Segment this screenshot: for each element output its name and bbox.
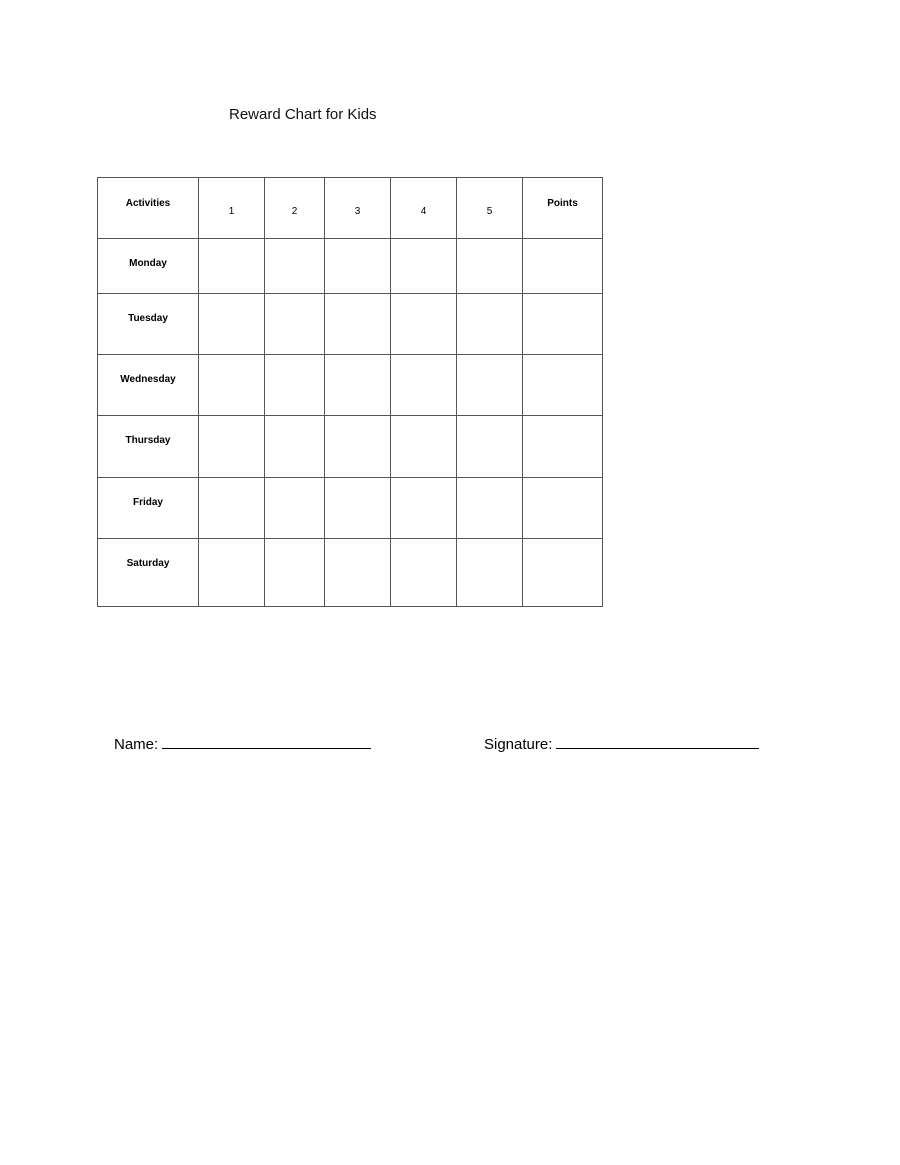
points-cell: [523, 355, 603, 416]
table-row: [98, 294, 603, 355]
signature-field: [484, 734, 759, 753]
points-cell: [523, 294, 603, 355]
header-col-5: 5: [457, 178, 523, 239]
signature-label: Signature:: [484, 736, 553, 753]
cell: [265, 239, 325, 294]
day-label-friday: Friday: [98, 478, 199, 539]
cell: [391, 355, 457, 416]
cell: [199, 294, 265, 355]
name-underline[interactable]: [162, 734, 371, 749]
header-col-2: 2: [265, 178, 325, 239]
cell: [457, 539, 523, 607]
name-field: [114, 734, 371, 753]
page-title: Reward Chart for Kids: [229, 106, 377, 123]
points-cell: [523, 478, 603, 539]
cell: [457, 478, 523, 539]
cell: [391, 239, 457, 294]
cell: [265, 416, 325, 478]
cell: [391, 478, 457, 539]
cell: [325, 416, 391, 478]
name-label: Name:: [114, 736, 159, 753]
points-cell: [523, 239, 603, 294]
cell: [325, 539, 391, 607]
cell: [199, 239, 265, 294]
table-row: [98, 355, 603, 416]
table-row: [98, 239, 603, 294]
cell: [457, 416, 523, 478]
cell: [265, 355, 325, 416]
signature-underline[interactable]: [556, 734, 759, 749]
cell: [199, 478, 265, 539]
cell: [457, 294, 523, 355]
cell: [391, 294, 457, 355]
cell: [199, 355, 265, 416]
day-label-tuesday: Tuesday: [98, 294, 199, 355]
cell: [391, 416, 457, 478]
day-label-monday: Monday: [98, 239, 199, 294]
header-col-3: 3: [325, 178, 391, 239]
points-cell: [523, 539, 603, 607]
cell: [325, 355, 391, 416]
cell: [391, 539, 457, 607]
cell: [325, 239, 391, 294]
table-row: [98, 478, 603, 539]
cell: [265, 294, 325, 355]
table-row: [98, 539, 603, 607]
reward-chart-table: [97, 177, 603, 607]
points-cell: [523, 416, 603, 478]
header-col-1: 1: [199, 178, 265, 239]
cell: [325, 294, 391, 355]
cell: [199, 539, 265, 607]
cell: [457, 355, 523, 416]
cell: [457, 239, 523, 294]
cell: [265, 539, 325, 607]
cell: [325, 478, 391, 539]
day-label-wednesday: Wednesday: [98, 355, 199, 416]
cell: [199, 416, 265, 478]
header-col-4: 4: [391, 178, 457, 239]
header-row: [98, 178, 603, 239]
day-label-thursday: Thursday: [98, 416, 199, 478]
table-row: [98, 416, 603, 478]
header-points: Points: [523, 178, 603, 239]
cell: [265, 478, 325, 539]
day-label-saturday: Saturday: [98, 539, 199, 607]
header-activities: Activities: [98, 178, 199, 239]
